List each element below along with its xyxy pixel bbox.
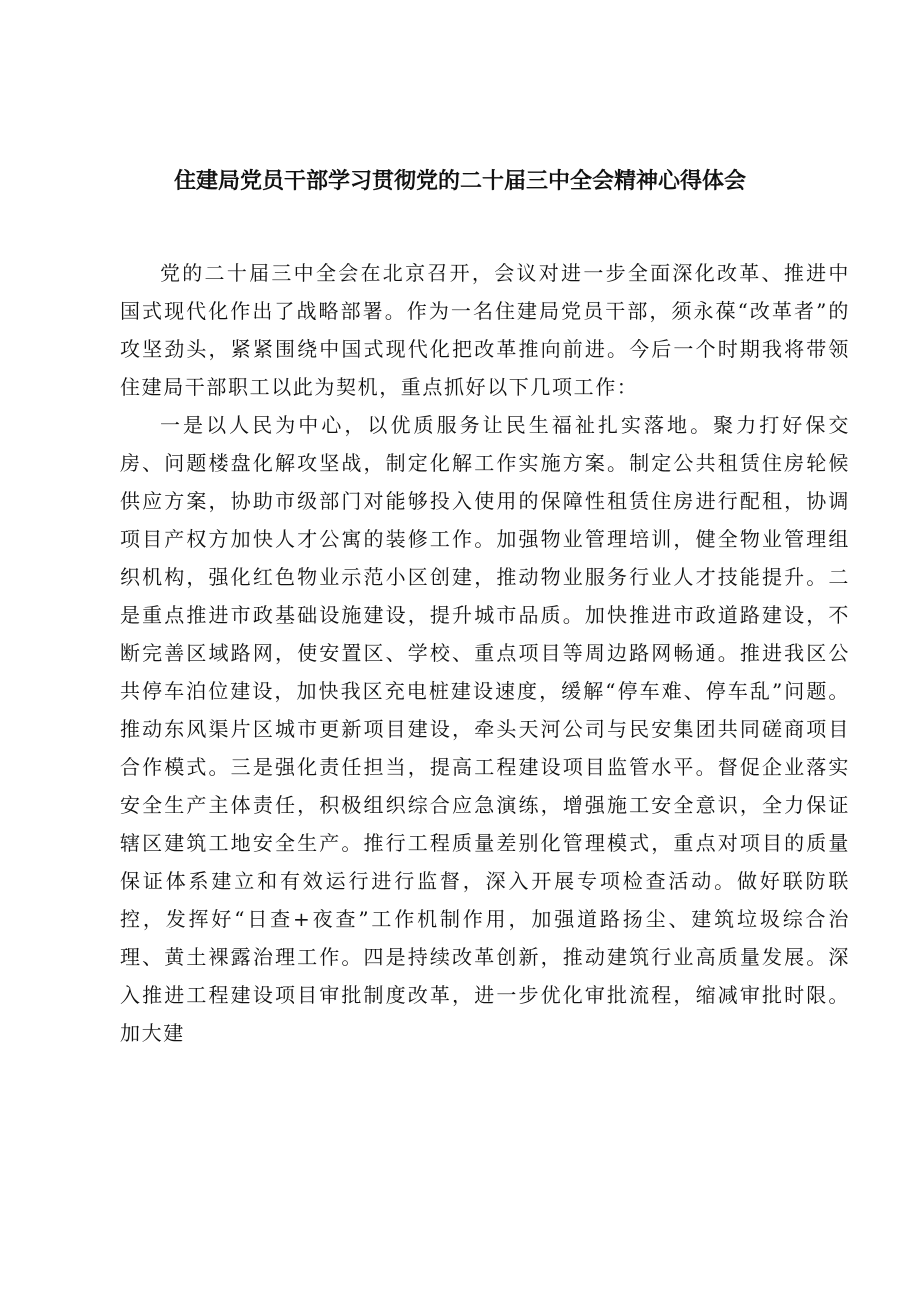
paragraph-intro: 党的二十届三中全会在北京召开，会议对进一步全面深化改革、推进中国式现代化作出了战略部署。作为一名住建局党员干部，须永葆“改革者”的攻坚劲头，紧紧围绕中国式现代化把改革推向前进。今后一个时期我将带领住建局干部职工以此为契机，重点抓好以下几项工作： bbox=[120, 261, 850, 399]
document-body bbox=[120, 254, 850, 1052]
document-title: 住建局党员干部学习贯彻党的二十届三中全会精神心得体会 bbox=[173, 169, 746, 194]
paragraph-work-items: 一是以人民为中心，以优质服务让民生福祉扎实落地。聚力打好保交房、问题楼盘化解攻坚战，制定化解工作实施方案。制定公共租赁住房轮候供应方案，协助市级部门对能够投入使用的保障性租赁住房进行配租，协调项目产权方加快人才公寓的装修工作。加强物业管理培训，健全物业管理组织机构，强化红色物业示范小区创建，推动物业服务行业人才技能提升。二是重点推进市政基础设施建设，提升城市品质。加快推进市政道路建设，不断完善区域路网，使安置区、学校、重点项目等周边路网畅通。推进我区公共停车泊位建设，加快我区充电桩建设速度，缓解“停车难、停车乱”问题。推动东风渠片区城市更新项目建设，牵头天河公司与民安集团共同磋商项目合作模式。三是强化责任担当，提高工程建设项目监管水平。督促企业落实安全生产主体责任，积极组织综合应急演练，增强施工安全意识，全力保证辖区建筑工地安全生产。推行工程质量差别化管理模式，重点对项目的质量保证体系建立和有效运行进行监督，深入开展专项检查活动。做好联防联控，发挥好“日查+夜查”工作机制作用，加强道路扬尘、建筑垃圾综合治理、黄土裸露治理工作。四是持续改革创新，推动建筑行业高质量发展。深入推进工程建设项目审批制度改革，进一步优化审批流程，缩减审批时限。加大建 bbox=[120, 413, 850, 1045]
